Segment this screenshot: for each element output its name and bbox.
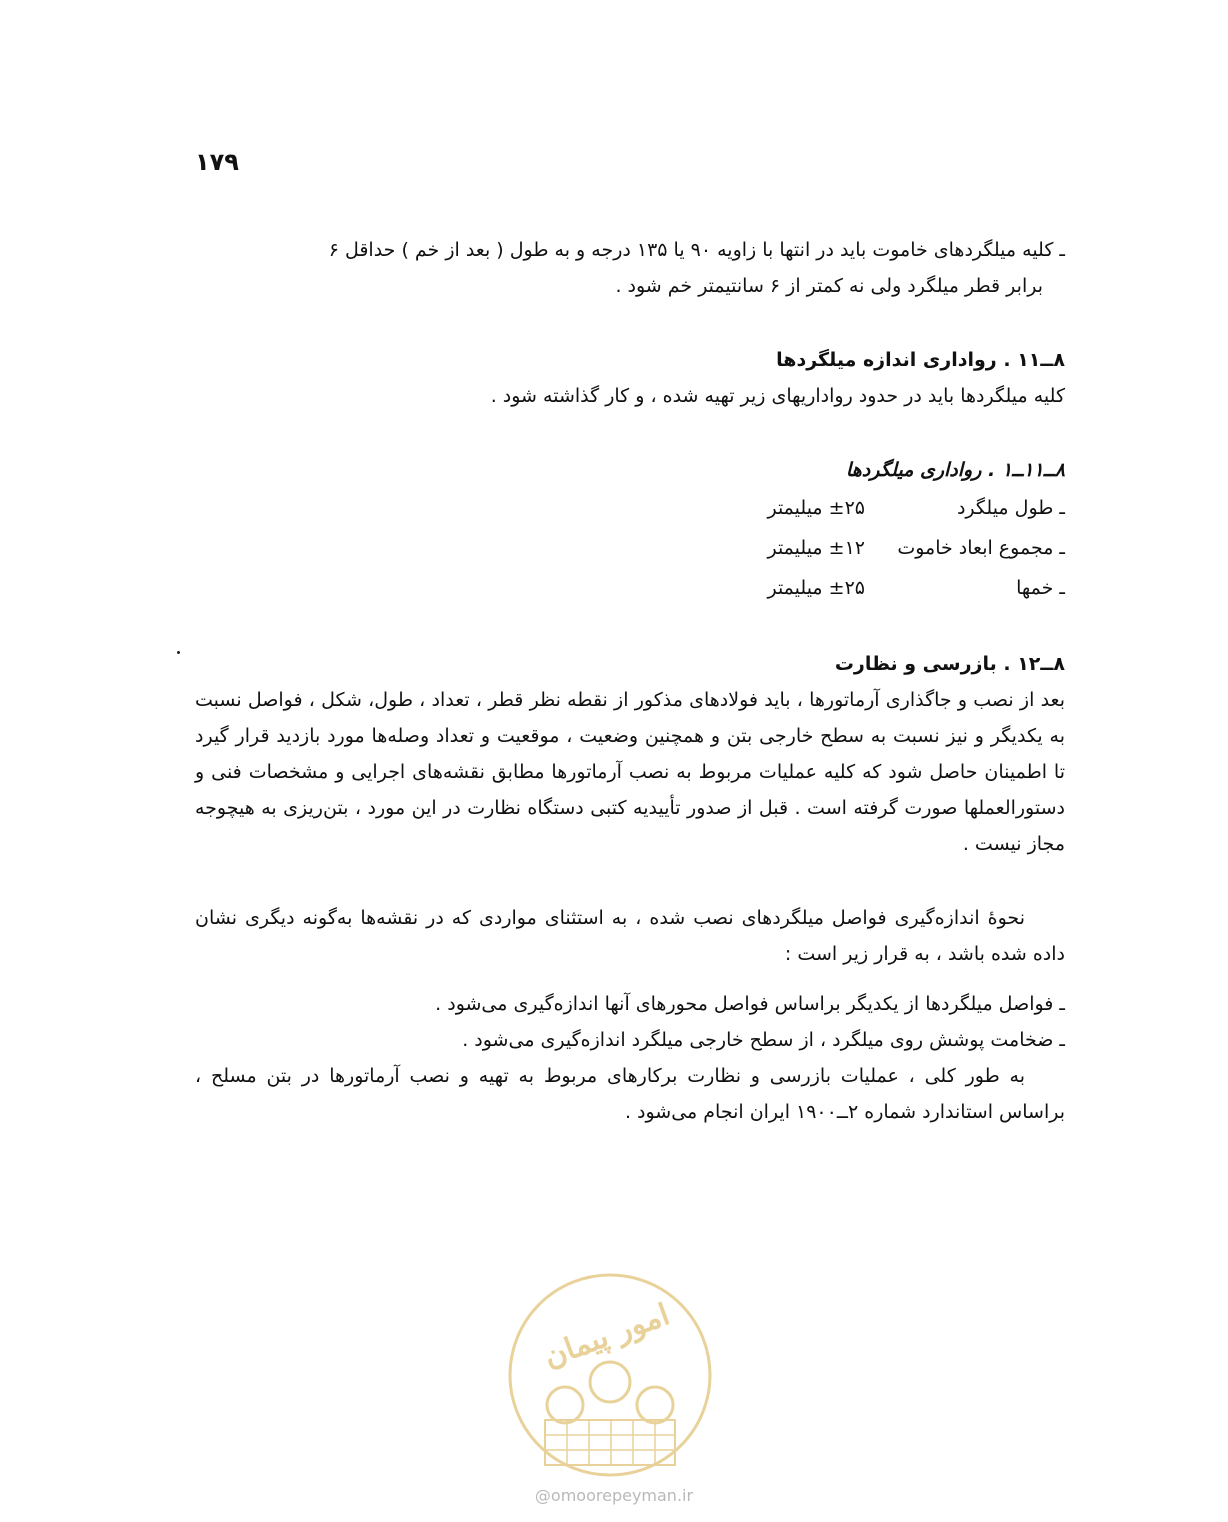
tolerance-value: ±۲۵ میلیمتر bbox=[767, 577, 865, 599]
section-heading: ۸ــ۱۱ . رواداری اندازه میلگردها bbox=[776, 349, 1065, 371]
tolerance-label: ـ خمها bbox=[1016, 577, 1065, 599]
seal-logo bbox=[505, 1270, 715, 1480]
inspection-paragraph: بعد از نصب و جاگذاری آرماتورها ، باید فولادهای مذکور از نقطه نظر قطر ، تعداد ، طول، شکل ، فواصل نسبت به یکدیگر و نیز نسبت به سطح خارجی بتن و همچنین وضعیت ، موقعیت و تعداد وصله‌ها مورد بازدید قرار گیرد تا اطمینان حاصل شود که کلیه عملیات مربوط به نصب آرماتورها مطابق نقشه‌های اجرایی و مشخصات فنی و دستورالعملها صورت گرفته است . قبل از صدور تأییدیه کتبی دستگاه نظارت در این مورد ، بتن‌ریزی به هیچوجه مجاز نیست . bbox=[195, 689, 1065, 855]
section-text: کلیه میلگردها باید در حدود رواداریهای زیر تهیه شده ، و کار گذاشته شود . bbox=[490, 385, 1065, 407]
subsection-heading: ۸ــ۱۱ــ۱ . رواداری میلگردها bbox=[845, 459, 1065, 481]
tolerance-label: ـ مجموع ابعاد خاموت bbox=[897, 537, 1065, 559]
section-8-11-1 bbox=[195, 452, 1065, 608]
measurement-intro: نحوه‌ٔ اندازه‌گیری فواصل میلگردهای نصب شده ، به استثنای مواردی که در نقشه‌ها به‌گونه دیگری نشان داده شده باشد ، به قرار زیر است : bbox=[195, 907, 1065, 965]
tolerance-row bbox=[195, 488, 1065, 528]
bullet-item: ـ فواصل میلگردها از یکدیگر براساس فواصل محورهای آنها اندازه‌گیری می‌شود . bbox=[435, 993, 1065, 1015]
section-8-12 bbox=[195, 646, 1065, 1130]
page-number: ۱۷۹ bbox=[195, 148, 239, 176]
section-heading: ۸ــ۱۲ . بازرسی و نظارت bbox=[834, 653, 1065, 675]
intro-block bbox=[195, 232, 1065, 304]
seal-text: امور پیمان bbox=[539, 1297, 675, 1375]
intro-line-2: برابر قطر میلگرد ولی نه کمتر از ۶ سانتیمتر خم شود . bbox=[615, 275, 1043, 297]
tolerance-value: ±۲۵ میلیمتر bbox=[767, 497, 865, 519]
tolerance-label: ـ طول میلگرد bbox=[956, 497, 1065, 519]
tolerance-row bbox=[195, 528, 1065, 568]
intro-line-1: ـ کلیه میلگردهای خاموت باید در انتها با زاویه ۹۰ یا ۱۳۵ درجه و به طول ( بعد از خم ) حداقل ۶ bbox=[328, 239, 1065, 261]
document-body bbox=[195, 232, 1065, 1130]
section-8-11 bbox=[195, 342, 1065, 414]
stray-dot bbox=[177, 651, 180, 654]
conclusion-paragraph: به طور کلی ، عملیات بازرسی و نظارت برکارهای مربوط به تهیه و نصب آرماتورها در بتن مسلح ، براساس استاندارد شماره ۲ــ۱۹۰۰ ایران انجام می‌شود . bbox=[195, 1065, 1065, 1123]
watermark: @omoorepeyman.ir bbox=[534, 1486, 694, 1505]
tolerance-value: ±۱۲ میلیمتر bbox=[767, 537, 865, 559]
bullet-item: ـ ضخامت پوشش روی میلگرد ، از سطح خارجی میلگرد اندازه‌گیری می‌شود . bbox=[462, 1029, 1065, 1051]
tolerance-row bbox=[195, 568, 1065, 608]
